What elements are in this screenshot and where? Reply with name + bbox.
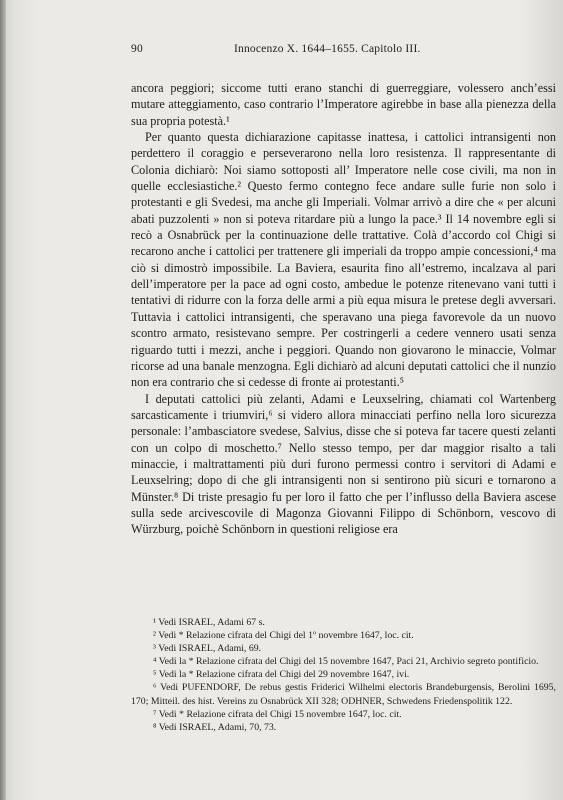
footnote: ⁴ Vedi la * Relazione cifrata del Chigi del 15 novembre 1647, Paci 21, Archivio segreto pontificio. [153,656,539,668]
page-number: 90 [131,43,143,55]
footnote: ³ Vedi ISRAEL, Adami, 69. [153,643,262,655]
paragraph: ancora peggiori; siccome tutti erano stanchi di guerreggiare, volessero anch’essi mutare atteggiamento, caso contrario l’Imperatore agirebbe in base alla pienezza della sua propria potestà.¹ [131,81,556,128]
running-title: Innocenzo X. 1644–1655. Capitolo III. [234,43,421,55]
footnote: ⁶ Vedi PUFENDORF, De rebus gestis Friderici Wilhelmi electoris Brandeburgensis, Berolini 1695, 170; Mitteil. des hist. Vereins zu Osnabrück XII 328; ODHNER, Schwedens Friedenspolitik 122. [131,682,556,707]
footnote: ² Vedi * Relazione cifrata del Chigi del 1º novembre 1647, loc. cit. [153,630,414,642]
book-spine-shadow [0,0,6,800]
paragraph: I deputati cattolici più zelanti, Adami e Leuxselring, chiamati col Wartenberg sarcasticamente i triumviri,⁶ si videro allora minacciati perfino nella loro sicurezza personale: l’ambasciatore svedese, Salvius, disse che si poteva far tacere questi zelanti con un colpo di moschetto.⁷ Nello stesso tempo, per dar maggior risalto a tali minaccie, i maltrattamenti più duri furono permessi contro i servitori di Adami e Leuxselring; dopo di che gli intransigenti non si sentirono più sicuri e tornarono a Münster.⁸ Di triste presagio fu per loro il fatto che per l’influsso della Baviera ascese sulla sede arcivescovile di Magonza Giovanni Filippo di Schönborn, vescovo di Würzburg, poichè Schönborn in questioni religiose era [131,391,556,537]
paragraph: Per quanto questa dichiarazione capitasse inattesa, i cattolici intransigenti non perdettero il coraggio e perseverarono nella loro resistenza. Il rappresentante di Colonia dichiarò: Noi siamo sottoposti all’ Imperatore nelle cose civili, ma non in quelle ecclesiastiche.² Questo fermo contegno fece andare sulle furie non solo i protestanti e gli Svedesi, ma anche gli Imperiali. Volmar arrivò a dire che « per alcuni abati puzzolenti » non si poteva ritardare più a lungo la pace.³ Il 14 novembre egli si recò a Osnabrück per la continuazione delle trattative. Colà d’accordo col Chigi si recarono anche i cattolici per trattenere gli imperiali da troppo ampie concessioni,⁴ ma ciò si dimostrò impossibile. La Baviera, esaurita fino all’estremo, incalzava al pari dell’imperatore per la pace ad ogni costo, ambedue le potenze ritenevano vani tutti i tentativi di ridurre con la forza delle armi a più equa misura le pretese degli avversari. Tuttavia i cattolici intransigenti, che speravano una piega favorevole da un nuovo scontro armato, resistevano sempre. Per costringerli a cedere vennero usati senza riguardo tutti i mezzi, anche i peggiori. Quando non giovarono le minaccie, Volmar ricorse ad una banale menzogna. Egli dichiarò ad alcuni deputati cattolici che il nunzio non era contrario che si cedesse di fronte ai protestanti.⁵ [131,130,556,390]
footnote: ¹ Vedi ISRAEL, Adami 67 s. [153,617,265,628]
footnote: ⁵ Vedi la * Relazione cifrata del Chigi del 29 novembre 1647, ivi. [153,669,410,681]
main-text [131,80,556,538]
footnotes [131,616,556,734]
footnote: ⁷ Vedi * Relazione cifrata del Chigi 15 novembre 1647, loc. cit. [153,708,402,720]
footnote: ⁸ Vedi ISRAEL, Adami, 70, 73. [153,721,277,733]
